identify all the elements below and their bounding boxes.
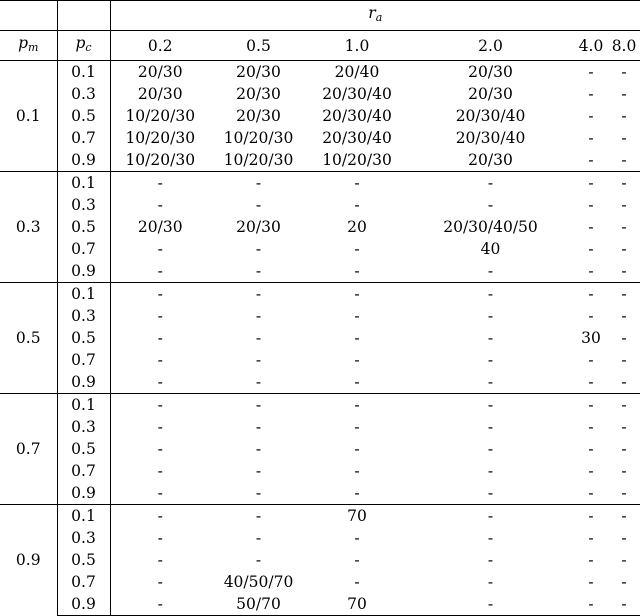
pc-value-cell: 0.1 <box>57 172 110 195</box>
data-cell: - <box>255 307 262 325</box>
data-cell: - <box>157 418 163 436</box>
pm-symbol: p <box>18 34 28 52</box>
data-cell: - <box>487 418 494 436</box>
data-cell: 20/30/40 <box>455 129 526 147</box>
data-cell: - <box>157 240 163 258</box>
data-cell: - <box>255 484 262 502</box>
data-cell: - <box>255 440 262 458</box>
data-cell: - <box>407 283 574 306</box>
data-cell: 20/30 <box>236 107 281 125</box>
data-cell: 10/20/30 <box>125 151 196 169</box>
data-cell: - <box>621 240 627 258</box>
data-cell: - <box>621 107 627 125</box>
pc-value-cell: 0.1 <box>57 394 110 417</box>
corner-cell-2 <box>57 1 110 31</box>
data-cell: - <box>621 462 627 480</box>
data-cell: 50/70 <box>210 593 307 616</box>
ra-value-header: 2.0 <box>407 31 574 61</box>
table-row <box>0 371 640 394</box>
data-cell: - <box>157 529 163 547</box>
data-cell: - <box>307 283 407 306</box>
pc-header <box>57 31 110 61</box>
data-cell: - <box>487 307 494 325</box>
data-cell: - <box>307 172 407 195</box>
data-cell: - <box>574 593 608 616</box>
data-cell: - <box>608 283 640 306</box>
pc-value-cell: 0.9 <box>57 371 110 394</box>
data-cell: - <box>588 418 594 436</box>
pc-value-cell: 0.3 <box>57 416 110 438</box>
data-cell: - <box>487 462 494 480</box>
data-cell: - <box>255 329 262 347</box>
ra-value-header: 1.0 <box>307 31 407 61</box>
data-cell: - <box>487 329 494 347</box>
pc-value-cell: 0.7 <box>57 238 110 260</box>
data-cell: - <box>354 551 360 569</box>
data-cell: - <box>487 440 494 458</box>
data-cell: 20 <box>347 218 367 236</box>
data-cell: - <box>588 440 594 458</box>
data-cell: - <box>354 462 360 480</box>
data-cell: 40/50/70 <box>223 573 294 591</box>
table-row <box>0 527 640 549</box>
table-row <box>0 172 640 195</box>
data-cell: 20/30/40/50 <box>443 218 538 236</box>
table-row <box>0 460 640 482</box>
data-cell: - <box>110 172 210 195</box>
pc-value-cell: 0.5 <box>57 216 110 238</box>
data-cell: - <box>407 593 574 616</box>
data-cell: - <box>588 218 594 236</box>
data-cell: - <box>588 63 594 81</box>
data-cell: - <box>487 573 494 591</box>
data-cell: - <box>588 573 594 591</box>
data-cell: - <box>487 262 494 280</box>
table-row <box>0 394 640 417</box>
pc-value-cell: 0.5 <box>57 105 110 127</box>
data-cell: - <box>157 329 163 347</box>
data-cell: - <box>354 262 360 280</box>
data-cell: - <box>157 573 163 591</box>
ra-value-header: 0.2 <box>110 31 210 61</box>
table-row <box>0 127 640 149</box>
data-cell: 20/30 <box>468 85 513 103</box>
data-cell: - <box>255 240 262 258</box>
data-cell: - <box>157 462 163 480</box>
table-row <box>0 283 640 306</box>
data-cell: - <box>588 307 594 325</box>
pc-value-cell: 0.7 <box>57 571 110 593</box>
data-cell: - <box>157 373 163 391</box>
pc-value-cell: 0.3 <box>57 305 110 327</box>
data-cell: - <box>110 505 210 528</box>
pc-value-cell: 0.9 <box>57 149 110 172</box>
data-cell: - <box>157 551 163 569</box>
data-cell: - <box>487 373 494 391</box>
pc-value-cell: 0.1 <box>57 505 110 528</box>
ra-header <box>110 1 640 31</box>
data-cell: - <box>157 484 163 502</box>
data-cell: - <box>487 196 494 214</box>
pc-value-cell: 0.1 <box>57 61 110 84</box>
table-row <box>0 305 640 327</box>
pc-value-cell: 0.7 <box>57 349 110 371</box>
data-cell: - <box>210 394 307 417</box>
table-row <box>0 416 640 438</box>
data-cell: - <box>621 373 627 391</box>
ra-value-header: 0.5 <box>210 31 307 61</box>
data-cell: - <box>608 172 640 195</box>
pc-value-cell: 0.3 <box>57 527 110 549</box>
data-cell: - <box>255 351 262 369</box>
table-row <box>0 194 640 216</box>
data-cell: - <box>110 593 210 616</box>
data-cell: - <box>621 129 627 147</box>
data-cell: - <box>210 505 307 528</box>
pm-header <box>0 31 57 61</box>
data-cell: - <box>354 329 360 347</box>
pc-value-cell: 0.9 <box>57 260 110 283</box>
data-cell: - <box>621 418 627 436</box>
data-cell: - <box>621 551 627 569</box>
data-cell: 20/40 <box>334 63 380 81</box>
data-cell: 10/20/30 <box>322 151 392 169</box>
data-cell: 20/30 <box>236 63 281 81</box>
data-cell: 10/20/30 <box>223 151 294 169</box>
data-cell: - <box>255 196 262 214</box>
data-cell: - <box>157 196 163 214</box>
pc-value-cell: 0.3 <box>57 83 110 105</box>
data-cell: - <box>608 505 640 528</box>
pm-value-cell: 0.5 <box>0 283 57 394</box>
data-cell: 10/20/30 <box>125 107 196 125</box>
data-cell: - <box>110 283 210 306</box>
data-cell: - <box>210 283 307 306</box>
pc-value-cell: 0.5 <box>57 438 110 460</box>
data-cell: - <box>307 394 407 417</box>
data-cell: 20/30 <box>137 63 183 81</box>
ra-value-header: 4.0 <box>574 31 608 61</box>
data-cell: - <box>354 351 360 369</box>
data-cell: - <box>157 440 163 458</box>
pc-value-cell: 0.3 <box>57 194 110 216</box>
data-cell: - <box>621 196 627 214</box>
data-cell: - <box>407 505 574 528</box>
pc-subscript: c <box>85 41 92 54</box>
data-cell: - <box>588 484 594 502</box>
table-row <box>0 482 640 505</box>
data-cell: - <box>255 262 262 280</box>
data-cell: 20/30 <box>236 218 281 236</box>
data-cell: - <box>255 373 262 391</box>
table-row <box>0 149 640 172</box>
pc-value-cell: 0.7 <box>57 460 110 482</box>
data-cell: - <box>621 63 627 81</box>
pm-value-cell: 0.3 <box>0 172 57 283</box>
table-row <box>0 571 640 593</box>
data-cell: 20/30/40 <box>455 107 526 125</box>
table-row <box>0 216 640 238</box>
data-cell: - <box>255 529 262 547</box>
data-cell: - <box>621 262 627 280</box>
data-cell: 30 <box>581 329 601 347</box>
data-cell: - <box>354 529 360 547</box>
data-cell: - <box>574 283 608 306</box>
data-cell: 20/30/40 <box>322 129 392 147</box>
data-cell: - <box>354 573 360 591</box>
ra-subscript: a <box>375 11 383 24</box>
data-cell: 70 <box>307 505 407 528</box>
data-cell: - <box>157 351 163 369</box>
data-cell: 20/30/40 <box>322 85 392 103</box>
data-cell: 40 <box>480 240 501 258</box>
data-cell: - <box>407 172 574 195</box>
data-cell: - <box>110 394 210 417</box>
pm-value-cell: 0.1 <box>0 61 57 172</box>
data-cell: - <box>588 240 594 258</box>
table-body <box>0 61 640 616</box>
header-row-ra <box>0 1 640 31</box>
data-cell: - <box>588 262 594 280</box>
data-cell: 20/30 <box>137 218 183 236</box>
data-cell: - <box>621 484 627 502</box>
data-cell: - <box>588 85 594 103</box>
data-cell: - <box>621 440 627 458</box>
table-row <box>0 83 640 105</box>
data-cell: - <box>255 551 262 569</box>
data-cell: - <box>608 394 640 417</box>
data-cell: - <box>255 462 262 480</box>
pc-value-cell: 0.5 <box>57 549 110 571</box>
data-cell: 70 <box>307 593 407 616</box>
table-row <box>0 105 640 127</box>
data-cell: - <box>487 551 494 569</box>
pc-value-cell: 0.7 <box>57 127 110 149</box>
data-cell: - <box>621 151 627 169</box>
data-cell: 20/30 <box>236 85 281 103</box>
data-cell: - <box>621 529 627 547</box>
data-cell: - <box>354 196 360 214</box>
data-cell: - <box>588 351 594 369</box>
data-cell: - <box>621 307 627 325</box>
pm-subscript: m <box>28 41 39 54</box>
data-cell: - <box>407 394 574 417</box>
pc-value-cell: 0.9 <box>57 593 110 616</box>
pc-value-cell: 0.1 <box>57 283 110 306</box>
data-cell: - <box>588 462 594 480</box>
data-cell: - <box>354 373 360 391</box>
data-cell: - <box>157 262 163 280</box>
pc-value-cell: 0.5 <box>57 327 110 349</box>
data-cell: - <box>588 196 594 214</box>
data-cell: 10/20/30 <box>125 129 196 147</box>
ra-symbol: r <box>368 4 376 22</box>
data-cell: - <box>621 573 627 591</box>
data-cell: - <box>588 129 594 147</box>
pc-value-cell: 0.9 <box>57 482 110 505</box>
data-cell: - <box>255 418 262 436</box>
data-cell: - <box>487 351 494 369</box>
data-cell: - <box>354 307 360 325</box>
table-row <box>0 327 640 349</box>
data-cell: - <box>354 484 360 502</box>
data-cell: - <box>621 85 627 103</box>
data-cell: - <box>487 484 494 502</box>
data-cell: - <box>354 418 360 436</box>
pm-value-cell: 0.9 <box>0 505 57 616</box>
data-cell: - <box>608 593 640 616</box>
data-cell: - <box>621 218 627 236</box>
header-row-values <box>0 31 640 61</box>
data-cell: - <box>354 240 360 258</box>
corner-cell <box>0 1 57 31</box>
table-row <box>0 61 640 84</box>
data-cell: - <box>621 351 627 369</box>
table-row <box>0 438 640 460</box>
data-cell: - <box>210 172 307 195</box>
data-cell: - <box>621 329 627 347</box>
data-cell: 10/20/30 <box>223 129 294 147</box>
pm-value-cell: 0.7 <box>0 394 57 505</box>
data-cell: - <box>157 307 163 325</box>
table-row <box>0 260 640 283</box>
table-row <box>0 505 640 528</box>
pc-symbol: p <box>75 34 86 52</box>
table-row <box>0 593 640 616</box>
data-cell: - <box>588 151 594 169</box>
data-cell: 20/30 <box>468 151 513 169</box>
data-cell: - <box>588 107 594 125</box>
table-row <box>0 549 640 571</box>
data-cell: - <box>574 505 608 528</box>
data-cell: - <box>354 440 360 458</box>
data-cell: - <box>574 394 608 417</box>
data-cell: - <box>574 172 608 195</box>
ra-value-header: 8.0 <box>608 31 640 61</box>
table-row <box>0 238 640 260</box>
data-cell: - <box>588 551 594 569</box>
data-cell: - <box>588 373 594 391</box>
table-row <box>0 349 640 371</box>
data-cell: 20/30/40 <box>322 107 392 125</box>
data-cell: 20/30 <box>468 63 513 81</box>
data-cell: 20/30 <box>137 85 183 103</box>
data-cell: - <box>588 529 594 547</box>
data-cell: - <box>487 529 494 547</box>
